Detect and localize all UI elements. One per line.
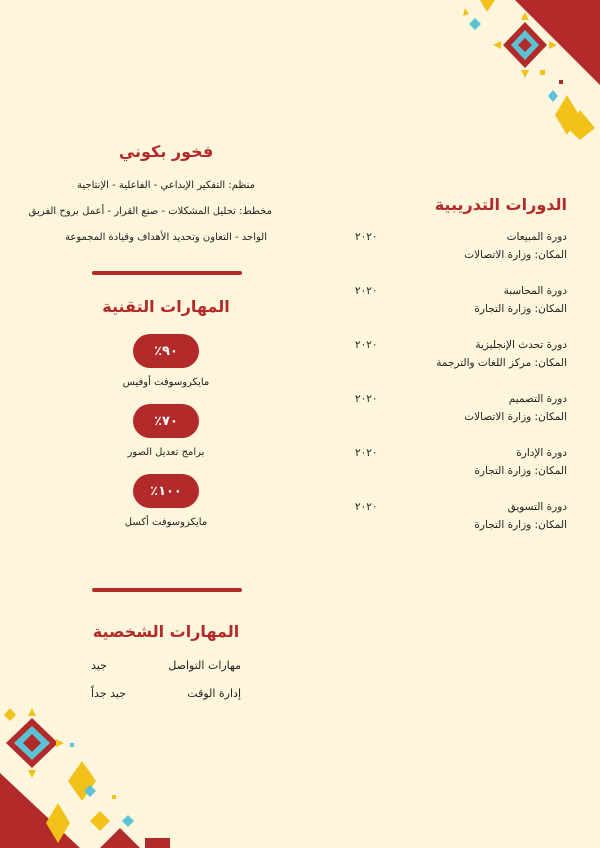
course-year: ٢٠٢٠ xyxy=(355,339,378,351)
course-place: المكان: وزارة الاتصالات xyxy=(464,411,567,423)
personal-skill-row xyxy=(91,659,241,673)
personal-skill-level: جيد xyxy=(91,659,107,672)
course-name: دورة الإدارة xyxy=(516,447,567,459)
personal-skills-section xyxy=(60,622,272,715)
course-place: المكان: مركز اللغات والترجمة xyxy=(436,357,567,369)
course-place: المكان: وزارة التجارة xyxy=(474,303,567,315)
personal-skill-name: إدارة الوقت xyxy=(187,687,241,700)
course-place: المكان: وزارة التجارة xyxy=(474,519,567,531)
course-year: ٢٠٢٠ xyxy=(355,285,378,297)
course-item xyxy=(355,444,567,498)
skill-label: برامج تعديل الصور xyxy=(127,447,205,458)
skill-label: مايكروسوفت أوفيس xyxy=(122,377,210,388)
personal-skill-level: جيد جداً xyxy=(91,687,127,700)
course-name: دورة المحاسبة xyxy=(503,285,567,297)
skill-label: مايكروسوفت أكسل xyxy=(124,517,208,528)
course-item xyxy=(355,498,567,552)
course-year: ٢٠٢٠ xyxy=(355,501,378,513)
decorative-corner-bottom xyxy=(0,703,170,848)
skill-percent-badge: ٧٠٪ xyxy=(133,404,199,438)
course-year: ٢٠٢٠ xyxy=(355,447,378,459)
course-name: دورة تحدث الإنجليزية xyxy=(475,339,567,351)
profile-line: منظم: التفكير الإبداعي - الفاعلية - الإنتاجية xyxy=(77,180,255,191)
course-item xyxy=(355,390,567,444)
course-year: ٢٠٢٠ xyxy=(355,393,378,405)
course-year: ٢٠٢٠ xyxy=(355,231,378,243)
course-item xyxy=(355,282,567,336)
section-divider xyxy=(92,271,242,275)
personal-skills-title: المهارات الشخصية xyxy=(92,622,240,641)
tech-skill-item xyxy=(60,474,272,530)
section-divider xyxy=(92,588,242,592)
course-place: المكان: وزارة الاتصالات xyxy=(464,249,567,261)
tech-skill-item xyxy=(60,404,272,460)
profile-name: فخور بكوني xyxy=(118,142,214,161)
personal-skill-row xyxy=(91,687,241,701)
profile-line: مخطط: تحليل المشكلات - صنع القرار - أعمل بروح الفريق xyxy=(28,206,272,217)
courses-section xyxy=(355,195,567,552)
course-item xyxy=(355,228,567,282)
tech-skill-item xyxy=(60,334,272,390)
tech-skills-section xyxy=(60,297,272,544)
tech-skills-title: المهارات التقنية xyxy=(102,297,230,316)
skill-percent-badge: ٩٠٪ xyxy=(133,334,199,368)
skill-percent-badge: ١٠٠٪ xyxy=(133,474,199,508)
course-name: دورة التصميم xyxy=(508,393,567,405)
personal-skill-name: مهارات التواصل xyxy=(168,659,241,672)
course-name: دورة التسويق xyxy=(507,501,567,513)
course-name: دورة المبيعات xyxy=(506,231,567,243)
decorative-corner-top xyxy=(455,0,600,145)
courses-title: الدورات التدريبية xyxy=(434,195,567,214)
profile-section xyxy=(28,142,272,251)
course-place: المكان: وزارة التجارة xyxy=(474,465,567,477)
profile-line: الواحد - التعاون وتحديد الأهداف وقيادة المجموعة xyxy=(65,232,267,243)
course-list xyxy=(355,228,567,552)
course-item xyxy=(355,336,567,390)
